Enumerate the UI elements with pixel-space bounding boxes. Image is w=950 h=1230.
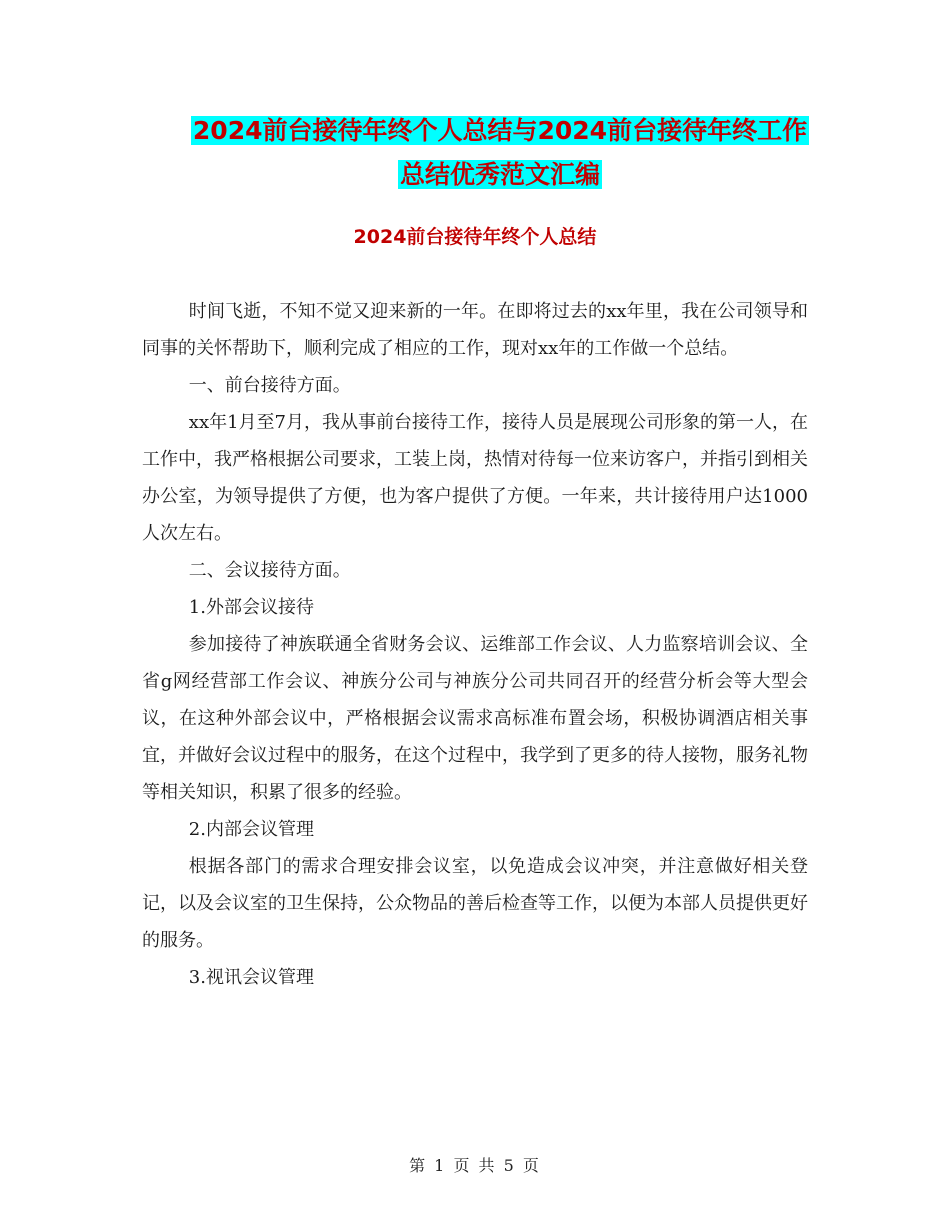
heading-reception: 一、前台接待方面。 (188, 375, 351, 396)
document-body (142, 293, 808, 996)
paragraph-reception: xx年1月至7月，我从事前台接待工作，接待人员是展现公司形象的第一人，在工作中，我严格根据公司要求，工装上岗，热情对待每一位来访客户，并指引到相关办公室，为领导提供了方便，也为客户提供了方便。一年来，共计接待用户达1000人次左右。 (142, 412, 809, 544)
document-title-line-1 (150, 112, 850, 150)
heading-meeting-reception: 二、会议接待方面。 (188, 560, 351, 581)
document-title-line-2 (150, 156, 850, 194)
subheading-video-meetings: 3.视讯会议管理 (188, 967, 314, 988)
page-number-footer: 第 1 页 共 5 页 (409, 1156, 541, 1175)
title-highlight-1: 2024前台接待年终个人总结与2024前台接待年终工作 (192, 116, 808, 145)
section-title: 2024前台接待年终个人总结 (353, 226, 597, 248)
subheading-internal-meetings: 2.内部会议管理 (188, 819, 314, 840)
title-highlight-2: 总结优秀范文汇编 (399, 160, 600, 189)
paragraph-internal-meetings: 根据各部门的需求合理安排会议室，以免造成会议冲突，并注意做好相关登记，以及会议室的卫生保持，公众物品的善后检查等工作，以便为本部人员提供更好的服务。 (142, 856, 808, 951)
subheading-external-meetings: 1.外部会议接待 (188, 597, 314, 618)
paragraph-external-meetings: 参加接待了神族联通全省财务会议、运维部工作会议、人力监察培训会议、全省g网经营部工作会议、神族分公司与神族分公司共同召开的经营分析会等大型会议，在这种外部会议中，严格根据会议需求高标准布置会场，积极协调酒店相关事宜，并做好会议过程中的服务，在这个过程中，我学到了更多的待人接物，服务礼物等相关知识，积累了很多的经验。 (142, 634, 808, 803)
paragraph-intro: 时间飞逝，不知不觉又迎来新的一年。在即将过去的xx年里，我在公司领导和同事的关怀帮助下，顺利完成了相应的工作，现对xx年的工作做一个总结。 (142, 301, 808, 359)
